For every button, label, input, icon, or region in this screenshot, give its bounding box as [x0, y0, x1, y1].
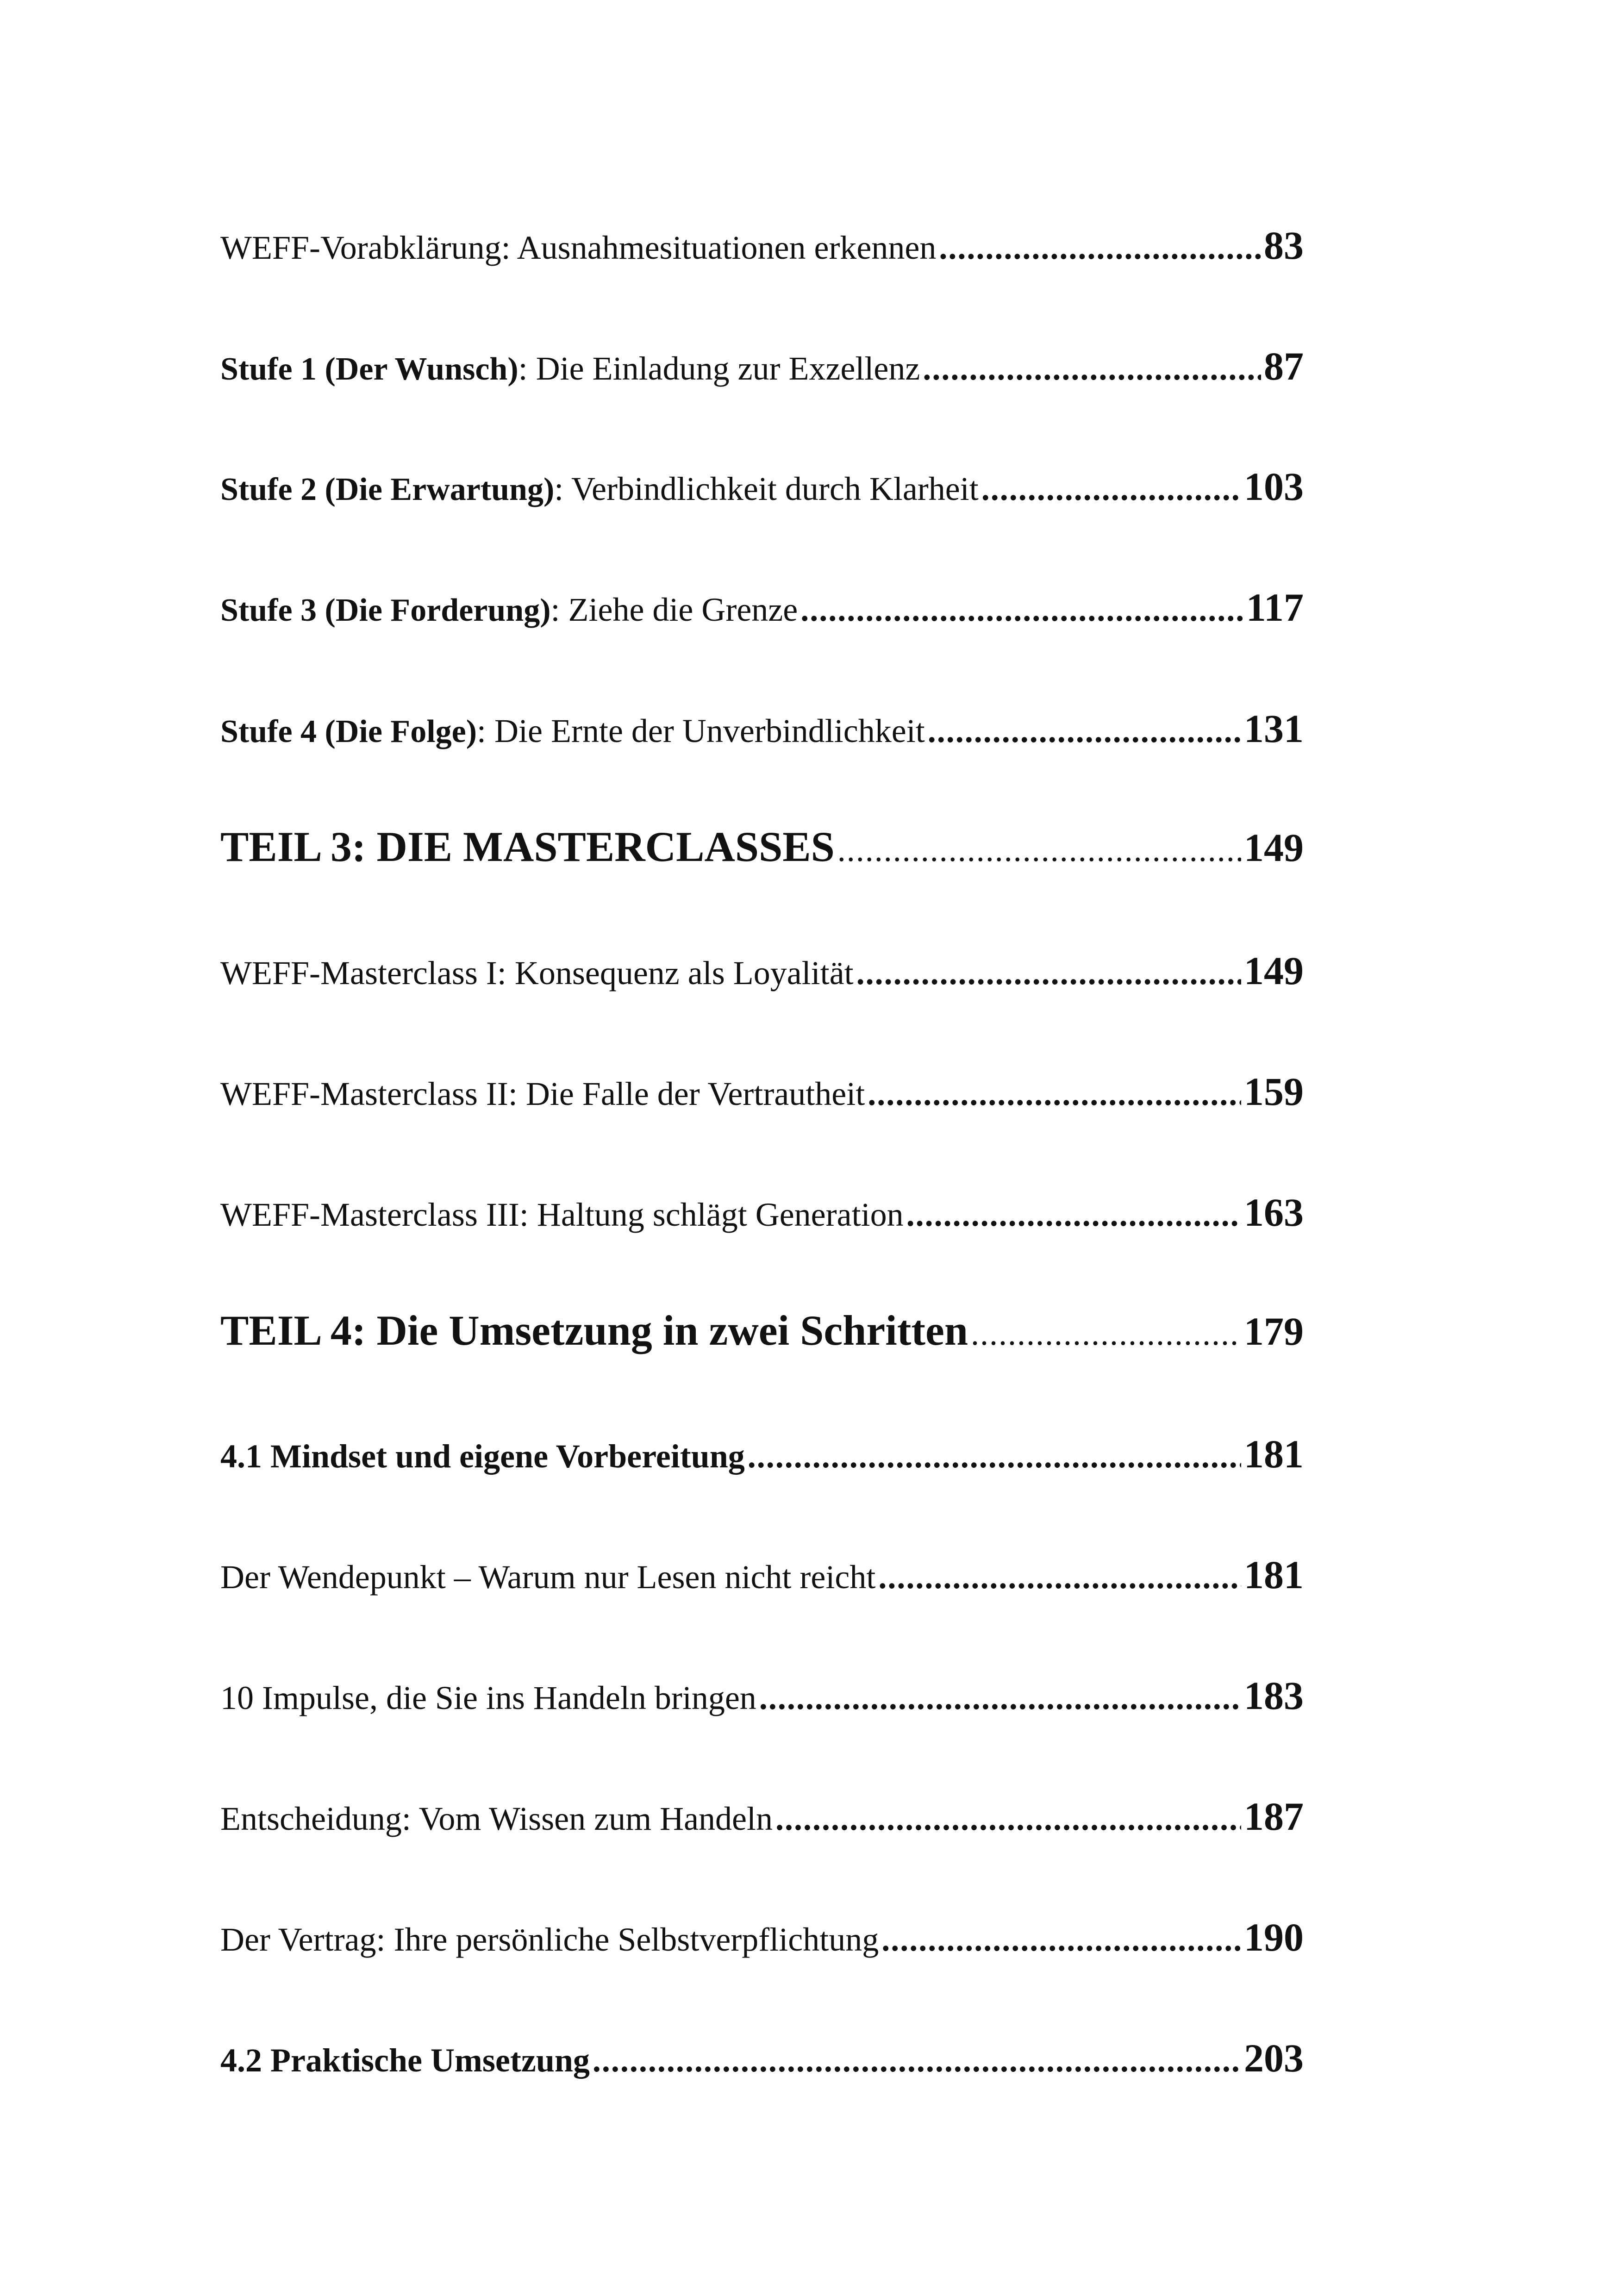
dot-leader [759, 1679, 1241, 1717]
toc-entry-stage: Stufe 3 (Die Forderung) [220, 592, 551, 628]
toc-entry-title: Stufe 1 (Der Wunsch): Die Einladung zur Exzellenz [220, 350, 920, 387]
dot-leader [981, 470, 1241, 508]
toc-entry-title: 4.2 Praktische Umsetzung [220, 2042, 590, 2079]
toc-entry[interactable] [220, 343, 1304, 403]
toc-part-heading[interactable] [220, 822, 1304, 882]
toc-part-heading[interactable] [220, 1306, 1304, 1366]
dot-leader [939, 229, 1261, 267]
dot-leader [837, 831, 1241, 869]
toc-entry-title: Stufe 3 (Die Forderung): Ziehe die Grenze [220, 591, 798, 628]
toc-entry[interactable] [220, 222, 1304, 282]
toc-page-number: 203 [1244, 2036, 1304, 2080]
toc-section-heading[interactable] [220, 1431, 1304, 1491]
toc-entry-title: Stufe 2 (Die Erwartung): Verbindlichkeit durch Klarheit [220, 470, 979, 507]
toc-entry-title: WEFF-Vorabklärung: Ausnahmesituationen erkennen [220, 229, 937, 266]
toc-page-number: 83 [1264, 223, 1304, 268]
toc-entry-stage: Stufe 2 (Die Erwartung) [220, 472, 555, 507]
toc-entry-stage: Stufe 1 (Der Wunsch) [220, 351, 518, 387]
toc-entry-title: Der Vertrag: Ihre persönliche Selbstverpflichtung [220, 1921, 879, 1958]
toc-entry-stage: Stufe 4 (Die Folge) [220, 714, 477, 749]
toc-entry[interactable] [220, 1552, 1304, 1612]
toc-entry-title: Entscheidung: Vom Wissen zum Handeln [220, 1800, 773, 1837]
dot-leader [878, 1558, 1241, 1597]
toc-entry-title: 4.1 Mindset und eigene Vorbereitung [220, 1438, 745, 1475]
dot-leader [923, 349, 1261, 388]
dot-leader [868, 1075, 1241, 1113]
toc-entry-title: WEFF-Masterclass III: Haltung schlägt Generation [220, 1196, 904, 1233]
toc-entry[interactable] [220, 705, 1304, 766]
dot-leader [971, 1315, 1241, 1353]
dot-leader [748, 1437, 1241, 1476]
toc-page-number: 190 [1244, 1915, 1304, 1959]
toc-entry-title: Der Wendepunkt – Warum nur Lesen nicht reicht [220, 1559, 876, 1596]
toc-page-number: 149 [1244, 825, 1304, 870]
dot-leader [856, 954, 1241, 992]
toc-entry-title: 10 Impulse, die Sie ins Handeln bringen [220, 1679, 756, 1716]
toc-page-number: 159 [1244, 1069, 1304, 1114]
toc-entry-title: Stufe 4 (Die Folge): Die Ernte der Unverbindlichkeit [220, 712, 925, 749]
dot-leader [881, 1921, 1241, 1959]
table-of-contents [220, 0, 1304, 2295]
toc-entry[interactable] [220, 1793, 1304, 1853]
toc-entry-title: TEIL 4: Die Umsetzung in zwei Schritten [220, 1307, 968, 1354]
toc-page-number: 149 [1244, 948, 1304, 993]
toc-entry-title: WEFF-Masterclass II: Die Falle der Vertrautheit [220, 1075, 865, 1112]
toc-page-number: 163 [1244, 1190, 1304, 1235]
toc-page-number: 183 [1244, 1673, 1304, 1718]
toc-entry[interactable] [220, 584, 1304, 644]
toc-entry[interactable] [220, 948, 1304, 1008]
dot-leader [593, 2041, 1241, 2080]
dot-leader [906, 1196, 1241, 1234]
toc-page-number: 179 [1244, 1309, 1304, 1353]
toc-page-number: 181 [1244, 1553, 1304, 1597]
toc-entry[interactable] [220, 463, 1304, 524]
toc-page-number: 187 [1244, 1794, 1304, 1839]
toc-entry[interactable] [220, 1672, 1304, 1733]
toc-page-number: 131 [1244, 706, 1304, 751]
toc-entry-title: WEFF-Masterclass I: Konsequenz als Loyalität [220, 954, 854, 992]
toc-section-heading[interactable] [220, 2035, 1304, 2095]
toc-page-number: 181 [1244, 1432, 1304, 1476]
toc-entry[interactable] [220, 1914, 1304, 1974]
toc-entry[interactable] [220, 1068, 1304, 1129]
toc-entry-title: TEIL 3: DIE MASTERCLASSES [220, 823, 835, 870]
toc-entry[interactable] [220, 1189, 1304, 1249]
dot-leader [800, 591, 1243, 629]
dot-leader [775, 1800, 1241, 1838]
dot-leader [928, 712, 1241, 750]
toc-page-number: 103 [1244, 464, 1304, 509]
toc-page-number: 87 [1264, 344, 1304, 388]
toc-page-number: 117 [1246, 585, 1304, 630]
